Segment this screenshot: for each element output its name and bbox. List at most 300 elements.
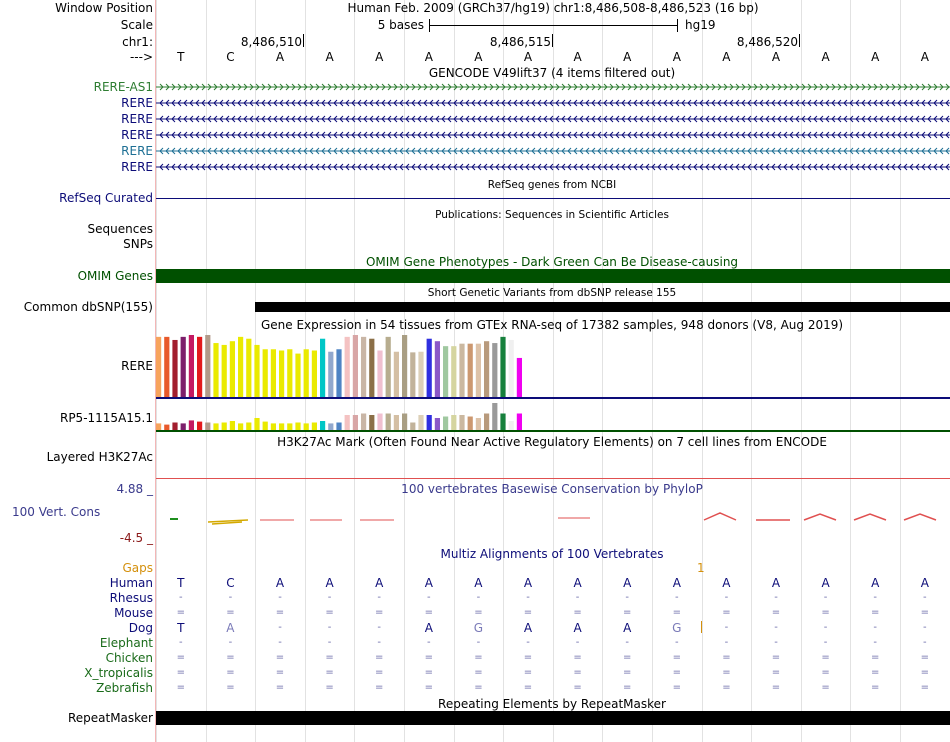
multiz-title[interactable]: Multiz Alignments of 100 Vertebrates — [440, 547, 664, 561]
multiz-base: = — [722, 667, 731, 678]
gtex-tissue-bar[interactable] — [451, 415, 456, 430]
refseq-title[interactable]: RefSeq genes from NCBI — [487, 179, 617, 191]
gtex-tissue-bar[interactable] — [164, 337, 169, 397]
base-letter: A — [623, 50, 632, 64]
strand-arrow-label: ---> — [129, 50, 153, 64]
multiz-species-label[interactable]: Mouse — [114, 606, 153, 620]
multiz-base: A — [424, 621, 433, 635]
gtex-tissue-bar[interactable] — [509, 340, 514, 397]
multiz-base: = — [325, 667, 334, 678]
multiz-base: - — [922, 637, 927, 648]
multiz-base: = — [573, 667, 582, 678]
multiz-base: A — [523, 576, 533, 590]
gtex-tissue-bar[interactable] — [230, 421, 235, 430]
repeatmasker-bar[interactable] — [156, 711, 950, 725]
h3k27ac-signal-line[interactable] — [156, 478, 950, 479]
chrom-label: chr1: — [122, 35, 153, 49]
window-position-label: Window Position — [55, 1, 153, 15]
multiz-base: = — [870, 667, 880, 678]
multiz-base: - — [724, 622, 729, 633]
multiz-base: = — [275, 607, 285, 618]
multiz-base: A — [474, 576, 483, 590]
gtex-tissue-bar[interactable] — [295, 423, 300, 431]
multiz-base: = — [821, 667, 830, 678]
gtex-tissue-bar[interactable] — [517, 414, 522, 431]
scale-label: Scale — [120, 18, 153, 32]
multiz-base: A — [623, 621, 632, 635]
gtex-tissue-bar[interactable] — [410, 423, 415, 431]
gtex-tissue-bar[interactable] — [213, 343, 218, 397]
base-letter: A — [325, 50, 334, 64]
gtex-tissue-bar[interactable] — [336, 349, 341, 397]
multiz-base: - — [873, 622, 877, 633]
multiz-base: = — [474, 652, 483, 663]
publications-snps-label[interactable]: SNPs — [123, 237, 153, 251]
multiz-species-label[interactable]: Chicken — [105, 651, 153, 665]
repeatmasker-title[interactable]: Repeating Elements by RepeatMasker — [438, 697, 666, 711]
multiz-base: - — [674, 637, 679, 648]
multiz-base: - — [278, 622, 282, 633]
base-letter: A — [275, 50, 285, 64]
gtex-tissue-bar[interactable] — [345, 337, 350, 397]
multiz-species-label[interactable]: Dog — [128, 621, 153, 635]
gencode-gene-label[interactable]: RERE — [121, 96, 153, 110]
gtex-tissue-bar[interactable] — [328, 352, 333, 397]
multiz-base: = — [176, 682, 185, 693]
multiz-base: - — [873, 637, 877, 648]
gtex-tissue-bar[interactable] — [484, 414, 489, 431]
multiz-base: - — [178, 592, 183, 603]
multiz-base: - — [575, 592, 580, 603]
multiz-base: - — [575, 637, 580, 648]
gtex-tissue-bar[interactable] — [451, 346, 456, 397]
gap-count[interactable]: 1 — [697, 561, 705, 575]
gtex-tissue-bar[interactable] — [443, 417, 448, 431]
scale-bar — [429, 25, 678, 26]
multiz-base: = — [573, 652, 582, 663]
gtex-tissue-bar[interactable] — [263, 422, 268, 430]
multiz-base: = — [374, 682, 384, 693]
cons-ymax: 4.88 _ — [116, 482, 153, 496]
multiz-base: = — [672, 667, 681, 678]
multiz-base: - — [724, 637, 729, 648]
refseq-gene-line[interactable] — [156, 198, 950, 199]
multiz-base: = — [622, 667, 632, 678]
multiz-base: = — [672, 652, 681, 663]
multiz-base: = — [325, 607, 334, 618]
gtex-tissue-bar[interactable] — [500, 337, 505, 397]
multiz-base: = — [573, 682, 582, 693]
multiz-base: - — [774, 622, 778, 633]
base-letter: A — [672, 50, 681, 64]
multiz-base: = — [374, 667, 384, 678]
multiz-base: = — [176, 607, 185, 618]
multiz-base: = — [424, 607, 433, 618]
gtex-tissue-bar[interactable] — [156, 423, 161, 430]
gtex-tissue-bar[interactable] — [238, 337, 243, 397]
gtex-tissue-bar[interactable] — [246, 339, 251, 397]
gtex-tissue-bar[interactable] — [197, 422, 202, 430]
multiz-base: = — [573, 607, 582, 618]
gtex-tissue-bar[interactable] — [328, 423, 333, 430]
gtex-tissue-bar[interactable] — [279, 423, 284, 430]
base-letter: A — [871, 50, 880, 64]
multiz-base: = — [523, 667, 533, 678]
gtex-tissue-bar[interactable] — [254, 345, 259, 397]
multiz-species-label[interactable]: X_tropicalis — [84, 666, 153, 680]
gencode-gene-label[interactable]: RERE — [121, 112, 153, 126]
gtex-tissue-bar[interactable] — [205, 423, 210, 431]
gtex-tissue-bar[interactable] — [459, 344, 464, 397]
multiz-base: = — [771, 667, 781, 678]
base-letter: A — [573, 50, 582, 64]
cons-wiggle-segment — [208, 520, 248, 524]
gtex-tissue-bar[interactable] — [304, 349, 309, 397]
multiz-base: - — [873, 592, 877, 603]
multiz-species-label[interactable]: Zebrafish — [96, 681, 153, 695]
dbsnp-variant-bar[interactable] — [255, 302, 950, 312]
multiz-base: A — [722, 576, 731, 590]
gtex-tissue-bar[interactable] — [222, 345, 227, 397]
multiz-base: - — [674, 592, 679, 603]
multiz-base: = — [275, 667, 285, 678]
gtex-tissue-bar[interactable] — [246, 423, 251, 431]
gencode-gene-track[interactable] — [156, 146, 950, 156]
omim-title[interactable]: OMIM Gene Phenotypes - Dark Green Can Be Disease-causing — [365, 255, 739, 269]
multiz-base: - — [922, 622, 927, 633]
gtex-tissue-bar[interactable] — [361, 337, 366, 397]
gtex-tissue-bar[interactable] — [287, 349, 292, 397]
multiz-base: = — [672, 682, 681, 693]
gtex-tissue-bar[interactable] — [459, 415, 464, 430]
gtex-tissue-bar[interactable] — [172, 340, 177, 397]
gtex-tissue-bar[interactable] — [386, 337, 391, 397]
multiz-base: = — [374, 607, 384, 618]
base-letter: A — [474, 50, 483, 64]
gtex-tissue-bar[interactable] — [369, 339, 374, 397]
scale-bar-right-tick — [677, 19, 678, 32]
base-letter: A — [920, 50, 929, 64]
multiz-base: = — [226, 652, 235, 663]
ruler-tick-2 — [552, 34, 553, 47]
gtex-tissue-bar[interactable] — [410, 352, 415, 397]
multiz-base: - — [724, 592, 729, 603]
multiz-species-label[interactable]: Human — [109, 576, 153, 590]
gtex-tissue-bar[interactable] — [156, 337, 161, 397]
gtex-tissue-bar[interactable] — [492, 403, 497, 430]
multiz-base: A — [275, 576, 285, 590]
publications-title[interactable]: Publications: Sequences in Scientific Articles — [435, 209, 669, 221]
base-letter: A — [375, 50, 384, 64]
multiz-base: = — [722, 607, 731, 618]
multiz-base: = — [424, 667, 433, 678]
gtex-tissue-bar[interactable] — [353, 335, 358, 397]
gencode-gene-track[interactable] — [156, 82, 950, 92]
gtex-tissue-bar[interactable] — [435, 341, 440, 397]
gtex-tissue-bar[interactable] — [304, 423, 309, 430]
gtex-tissue-bar[interactable] — [402, 414, 407, 431]
multiz-base: - — [426, 592, 431, 603]
gtex-tissue-bar[interactable] — [476, 344, 481, 397]
gtex-tissue-bar[interactable] — [377, 414, 382, 431]
multiz-base: = — [424, 682, 433, 693]
base-letter: A — [424, 50, 433, 64]
gtex-tissue-bar[interactable] — [509, 421, 514, 430]
multiz-base: - — [327, 622, 332, 633]
gencode-gene-label[interactable]: RERE — [121, 144, 153, 158]
gtex-tissue-bar[interactable] — [279, 351, 284, 398]
gtex-tissue-bar[interactable] — [468, 417, 473, 431]
multiz-base: - — [278, 637, 282, 648]
multiz-base: A — [871, 576, 880, 590]
multiz-species-label[interactable]: Rhesus — [109, 591, 153, 605]
gtex-tissue-bar[interactable] — [312, 423, 317, 431]
multiz-base: A — [424, 576, 433, 590]
multiz-base: - — [377, 592, 381, 603]
multiz-base: A — [771, 576, 781, 590]
multiz-base: = — [374, 652, 384, 663]
multiz-base: = — [622, 682, 632, 693]
multiz-base: - — [625, 637, 629, 648]
gtex-tissue-bar[interactable] — [189, 420, 194, 430]
gencode-gene-label[interactable]: RERE — [121, 160, 153, 174]
refseq-label[interactable]: RefSeq Curated — [59, 191, 153, 205]
multiz-base: C — [226, 576, 235, 590]
gtex-tissue-bar[interactable] — [402, 335, 407, 397]
multiz-base: = — [325, 652, 334, 663]
repeatmasker-label[interactable]: RepeatMasker — [67, 711, 153, 725]
gtex-tissue-bar[interactable] — [295, 354, 300, 397]
gtex-tissue-bar[interactable] — [427, 339, 432, 397]
base-letter: A — [523, 50, 533, 64]
multiz-base: = — [176, 667, 185, 678]
multiz-base: = — [226, 667, 235, 678]
multiz-base: A — [573, 576, 582, 590]
base-letter: A — [771, 50, 781, 64]
gtex-tissue-bar[interactable] — [353, 415, 358, 430]
multiz-base: A — [325, 576, 334, 590]
multiz-base: - — [922, 592, 927, 603]
multiz-base: = — [870, 652, 880, 663]
multiz-base: A — [523, 621, 533, 635]
gtex-tissue-bar[interactable] — [418, 352, 423, 397]
gtex-tissue-bar[interactable] — [427, 415, 432, 430]
multiz-base: - — [228, 637, 233, 648]
base-letter: A — [821, 50, 830, 64]
scale-bar-left-tick — [429, 19, 430, 32]
multiz-base: = — [275, 682, 285, 693]
multiz-base: = — [771, 607, 781, 618]
multiz-base: A — [375, 576, 384, 590]
omim-bar[interactable] — [156, 269, 950, 283]
multiz-base: A — [821, 576, 830, 590]
cons-label[interactable]: 100 Vert. Cons — [12, 505, 101, 519]
gtex-tissue-bar[interactable] — [476, 418, 481, 430]
multiz-base: = — [771, 682, 781, 693]
gtex-tissue-bar[interactable] — [263, 349, 268, 397]
multiz-base: = — [920, 682, 929, 693]
gtex-tissue-bar[interactable] — [254, 418, 259, 430]
gtex-tissue-bar[interactable] — [377, 351, 382, 398]
multiz-base: - — [625, 592, 629, 603]
gaps-label: Gaps — [122, 561, 153, 575]
gtex-tissue-bar[interactable] — [336, 423, 341, 431]
gtex-tissue-bar[interactable] — [230, 341, 235, 397]
multiz-base: = — [920, 667, 929, 678]
multiz-base: = — [474, 667, 483, 678]
cons-wiggle-segment — [704, 513, 936, 520]
cons-title[interactable]: 100 vertebrates Basewise Conservation by PhyloP — [401, 482, 703, 496]
multiz-base: = — [920, 652, 929, 663]
multiz-base: = — [226, 607, 235, 618]
gencode-title[interactable]: GENCODE V49lift37 (4 items filtered out) — [428, 66, 676, 80]
gtex-tissue-bar[interactable] — [369, 415, 374, 430]
multiz-species-label[interactable]: Elephant — [99, 636, 153, 650]
gtex-tissue-bar[interactable] — [394, 352, 399, 397]
gtex-tissue-bar[interactable] — [181, 423, 186, 430]
ruler-tick-label-2: 8,486,515 — [489, 35, 551, 49]
gtex-tissue-bar[interactable] — [189, 335, 194, 397]
multiz-base: - — [774, 592, 778, 603]
gtex-gene2-label[interactable]: RP5-1115A15.1 — [59, 411, 153, 425]
dbsnp-title[interactable]: Short Genetic Variants from dbSNP release 155 — [427, 287, 677, 299]
multiz-base: - — [426, 637, 431, 648]
multiz-base: = — [325, 682, 334, 693]
multiz-base: = — [722, 652, 731, 663]
assembly-position-info[interactable]: Human Feb. 2009 (GRCh37/hg19) chr1:8,486,508-8,486,523 (16 bp) — [347, 1, 759, 15]
gtex-rp5-barchart[interactable] — [156, 398, 950, 432]
gtex-tissue-bar[interactable] — [238, 423, 243, 430]
multiz-base: A — [226, 621, 235, 635]
gtex-tissue-bar[interactable] — [312, 351, 317, 398]
cons-wiggle[interactable] — [156, 510, 950, 530]
gtex-tissue-bar[interactable] — [287, 423, 292, 430]
gtex-tissue-bar[interactable] — [418, 415, 423, 430]
multiz-base: = — [474, 607, 483, 618]
multiz-base: = — [722, 682, 731, 693]
gencode-gene-track[interactable] — [156, 162, 950, 172]
multiz-base: = — [821, 652, 830, 663]
multiz-base: - — [823, 592, 828, 603]
publications-sequences-label[interactable]: Sequences — [87, 222, 153, 236]
cons-ymin: -4.5 _ — [119, 531, 153, 545]
base-letter: T — [177, 50, 185, 64]
ruler-tick-label-1: 8,486,510 — [240, 35, 302, 49]
gtex-tissue-bar[interactable] — [345, 415, 350, 430]
multiz-base: A — [672, 576, 681, 590]
multiz-base: - — [526, 592, 530, 603]
scale-db: hg19 — [685, 18, 716, 32]
multiz-base: - — [823, 637, 828, 648]
multiz-base: - — [476, 637, 481, 648]
multiz-base: = — [771, 652, 781, 663]
gencode-gene-track[interactable] — [156, 114, 950, 124]
gtex-tissue-bar[interactable] — [517, 358, 522, 397]
gtex-tissue-bar[interactable] — [172, 423, 177, 431]
gtex-tissue-bar[interactable] — [361, 414, 366, 431]
multiz-base: = — [474, 682, 483, 693]
base-letter: A — [722, 50, 731, 64]
multiz-base: A — [573, 621, 582, 635]
multiz-base: - — [278, 592, 282, 603]
gtex-tissue-bar[interactable] — [205, 335, 210, 397]
gtex-tissue-bar[interactable] — [500, 414, 505, 431]
multiz-base: G — [473, 621, 484, 635]
gtex-tissue-bar[interactable] — [320, 339, 325, 397]
multiz-base: = — [870, 607, 880, 618]
multiz-base: = — [672, 607, 681, 618]
multiz-base: - — [526, 637, 530, 648]
multiz-base: = — [622, 607, 632, 618]
h3k27ac-title[interactable]: H3K27Ac Mark (Often Found Near Active Regulatory Elements) on 7 cell lines from ENCODE — [277, 435, 827, 449]
multiz-base: - — [377, 637, 381, 648]
multiz-base: = — [424, 652, 433, 663]
multiz-base: T — [177, 576, 185, 590]
gtex-tissue-bar[interactable] — [271, 349, 276, 397]
multiz-base: = — [523, 652, 533, 663]
gtex-tissue-bar[interactable] — [271, 423, 276, 430]
multiz-base: - — [178, 637, 183, 648]
ruler-tick-1 — [303, 34, 304, 47]
gtex-tissue-bar[interactable] — [222, 423, 227, 431]
multiz-base: = — [523, 682, 533, 693]
gtex-tissue-bar[interactable] — [492, 343, 497, 397]
gtex-tissue-bar[interactable] — [394, 415, 399, 430]
multiz-base: = — [622, 652, 632, 663]
multiz-base: - — [327, 592, 332, 603]
gencode-gene-track[interactable] — [156, 130, 950, 140]
multiz-base: = — [920, 607, 929, 618]
multiz-base: = — [821, 682, 830, 693]
multiz-base: A — [920, 576, 929, 590]
gtex-tissue-bar[interactable] — [435, 418, 440, 430]
multiz-base: = — [176, 652, 185, 663]
gtex-tissue-bar[interactable] — [164, 425, 169, 430]
gtex-tissue-bar[interactable] — [386, 414, 391, 431]
multiz-base: T — [177, 621, 185, 635]
gtex-tissue-bar[interactable] — [443, 346, 448, 397]
gtex-rere-barchart[interactable] — [156, 333, 950, 399]
gtex-tissue-bar[interactable] — [197, 337, 202, 397]
omim-label[interactable]: OMIM Genes — [77, 269, 153, 283]
gtex-tissue-bar[interactable] — [213, 423, 218, 430]
multiz-base: = — [275, 652, 285, 663]
multiz-base: = — [821, 607, 830, 618]
gtex-tissue-bar[interactable] — [468, 344, 473, 397]
gencode-gene-track[interactable] — [156, 98, 950, 108]
multiz-base: = — [523, 607, 533, 618]
gtex-gene1-label[interactable]: RERE — [121, 359, 153, 373]
dbsnp-label[interactable]: Common dbSNP(155) — [23, 300, 153, 314]
multiz-base: = — [226, 682, 235, 693]
ruler-tick-3 — [799, 34, 800, 47]
multiz-base: - — [476, 592, 481, 603]
multiz-base: - — [823, 622, 828, 633]
multiz-base: - — [377, 622, 381, 633]
multiz-base: - — [228, 592, 233, 603]
multiz-base: - — [774, 637, 778, 648]
h3k27ac-label[interactable]: Layered H3K27Ac — [46, 450, 153, 464]
multiz-base: A — [623, 576, 632, 590]
gencode-gene-label[interactable]: RERE-AS1 — [93, 80, 153, 94]
gencode-gene-label[interactable]: RERE — [121, 128, 153, 142]
cons-wiggle-segment — [260, 518, 590, 520]
gtex-tissue-bar[interactable] — [181, 337, 186, 397]
gtex-title[interactable]: Gene Expression in 54 tissues from GTEx RNA-seq of 17382 samples, 948 donors (V8, Aug 2019) — [260, 318, 844, 332]
gtex-tissue-bar[interactable] — [484, 341, 489, 397]
multiz-base: = — [870, 682, 880, 693]
gtex-tissue-bar[interactable] — [320, 421, 325, 430]
